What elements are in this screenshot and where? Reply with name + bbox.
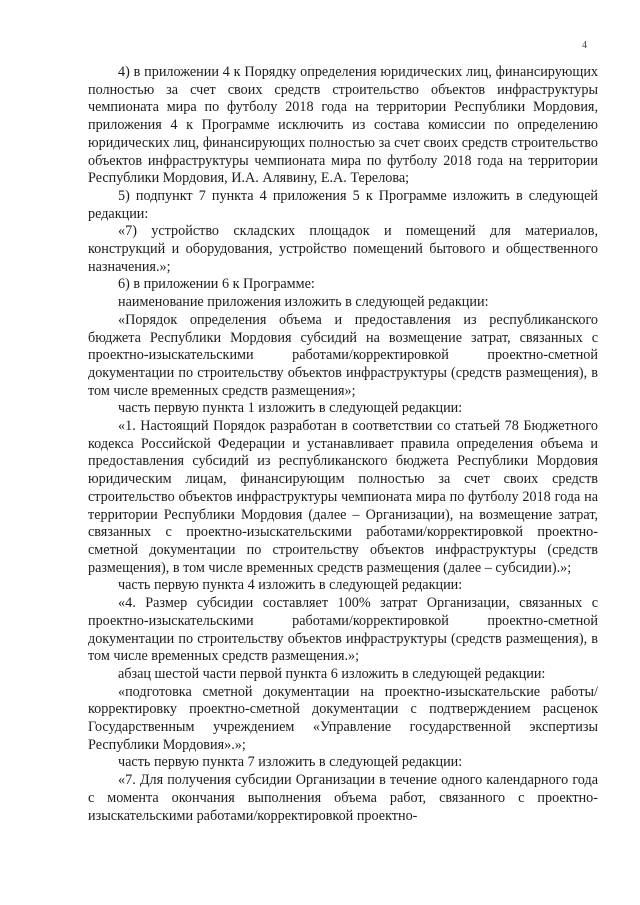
page-number: 4 (582, 40, 587, 51)
paragraph: часть первую пункта 7 изложить в следующей редакции: (118, 754, 463, 771)
paragraph: часть первую пункта 4 изложить в следующей редакции: (118, 577, 463, 594)
paragraph: «7. Для получения субсидии Организации в течение одного календарного года с момента окончания выполнения объема работ, связанного с проектно-изыскательскими работами/корректировкой проектно- (88, 772, 598, 824)
paragraph: «7) устройство складских площадок и помещений для материалов, конструкций и оборудования, устройство помещений бытового и общественного назначения.»; (88, 223, 598, 275)
paragraph: 4) в приложении 4 к Порядку определения юридических лиц, финансирующих полностью за счет своих средств строительство объектов инфраструктуры чемпионата мира по футболу 2018 года на территории Республики Мордовия, приложения 4 к Программе исключить из состава комиссии по определению юридических лиц, финансирующих полностью за счет своих средств строительство объектов инфраструктуры чемпионата мира по футболу 2018 года на территории Республики Мордовия, И.А. Алявину, Е.А. Терелова; (88, 64, 598, 187)
paragraph: «4. Размер субсидии составляет 100% затрат Организации, связанных с проектно-изыскательскими работами/корректировкой проектно-сметной документации по строительству объектов инфраструктуры (средств размещения), в том числе временных средств размещения.»; (88, 595, 598, 665)
paragraph: часть первую пункта 1 изложить в следующей редакции: (118, 400, 463, 417)
paragraph: «1. Настоящий Порядок разработан в соответствии со статьей 78 Бюджетного кодекса Российской Федерации и устанавливает правила определения объема и предоставления субсидий из республиканского бюджета Республики Мордовия юридическим лицам, финансирующим полностью за счет своих средств строительство объектов инфраструктуры чемпионата мира по футболу 2018 года на территории Республики Мордовия (далее – Организации), на возмещение затрат, связанных с проектно-изыскательскими работами/корректировкой проектно-сметной документации по строительству объектов инфраструктуры (средств размещения), в том числе временных средств размещения (далее – субсидии).»; (88, 418, 598, 576)
paragraph: «Порядок определения объема и предоставления из республиканского бюджета Республики Мордовия субсидий на возмещение затрат, связанных с проектно-изыскательскими работами/корректировкой проектно-сметной документации по строительству объектов инфраструктуры (средств размещения), в том числе временных средств размещения»; (88, 311, 598, 399)
paragraph: наименование приложения изложить в следующей редакции: (118, 294, 489, 311)
paragraph: «подготовка сметной документации на проектно-изыскательские работы/корректировку проектно-сметной документации с подтверждением расценок Государственным учреждением «Управление государственной экспертизы Республики Мордовия».»; (88, 683, 598, 753)
paragraph: абзац шестой части первой пункта 6 изложить в следующей редакции: (118, 665, 546, 682)
paragraph: 5) подпункт 7 пункта 4 приложения 5 к Программе изложить в следующей редакции: (88, 187, 598, 222)
document-body (88, 64, 598, 825)
paragraph: 6) в приложении 6 к Программе: (118, 276, 315, 293)
